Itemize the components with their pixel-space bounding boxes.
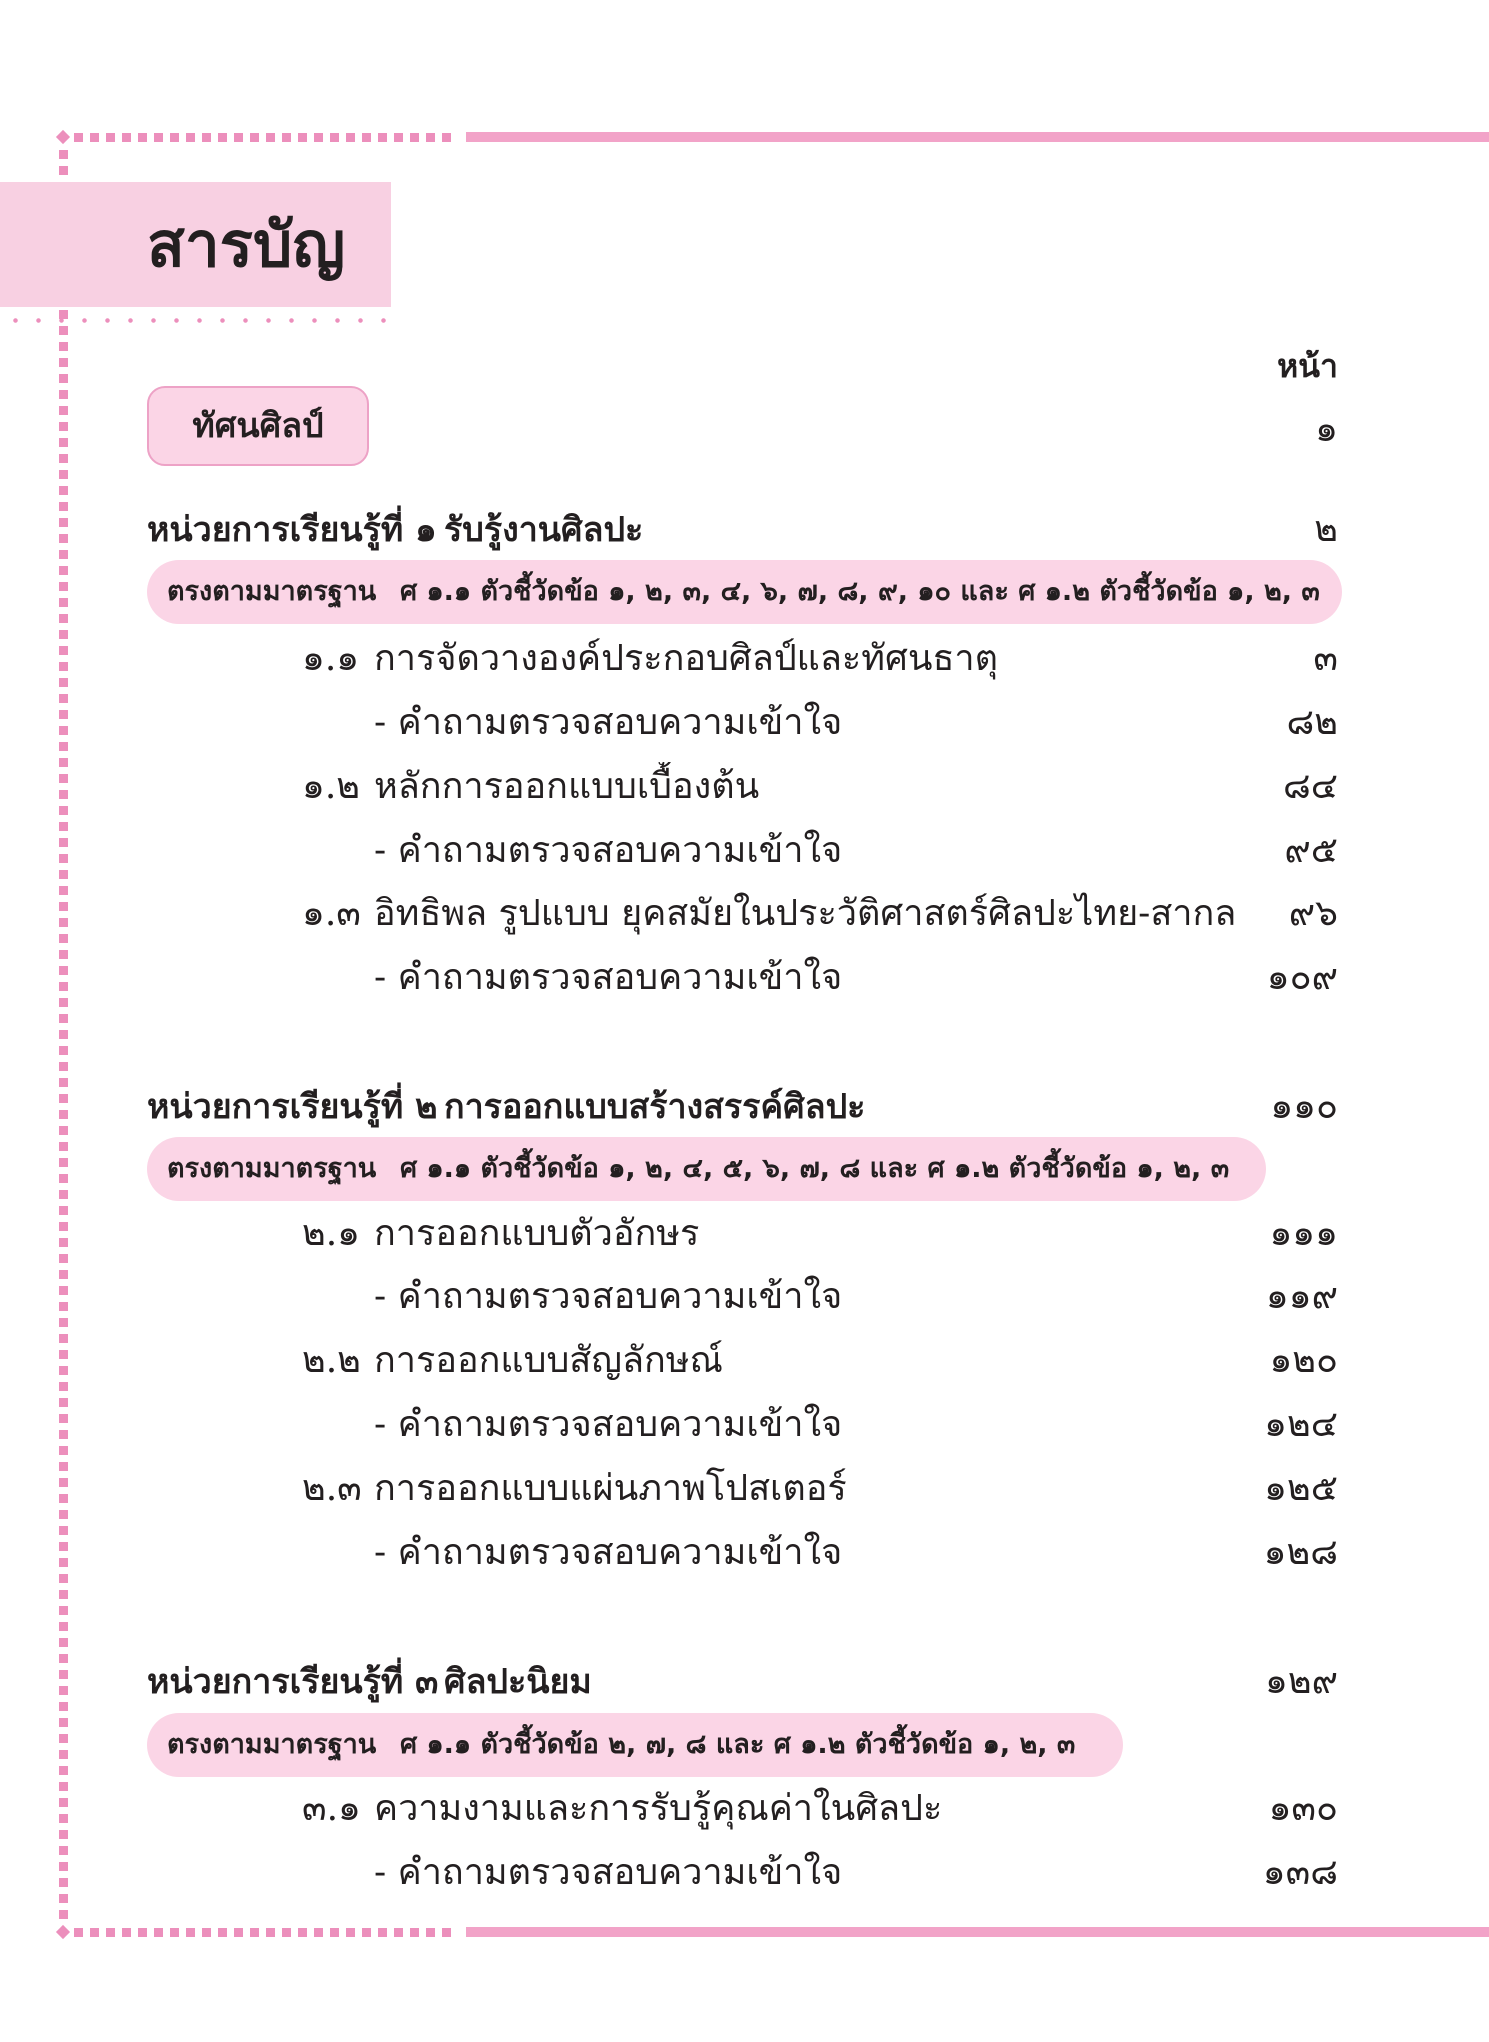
entry-page: ๙๕	[1284, 830, 1338, 871]
standard-badge	[147, 560, 1342, 624]
entry-page: ๑๑๑	[1269, 1213, 1338, 1254]
entry-title: การจัดวางองค์ประกอบศิลป์และทัศนธาตุ	[374, 638, 999, 679]
top-solid-border	[466, 132, 1489, 142]
title-dotted-underline	[4, 318, 391, 323]
entry-title: การออกแบบแผ่นภาพโปสเตอร์	[374, 1468, 847, 1509]
entry-number: ๒.๓	[302, 1468, 362, 1509]
unit-label: หน่วยการเรียนรู้ที่ ๑	[147, 510, 437, 550]
entry-title: - คำถามตรวจสอบความเข้าใจ	[374, 957, 843, 998]
standard-text: ศ ๑.๑ ตัวชี้วัดข้อ ๑, ๒, ๔, ๕, ๖, ๗, ๘ และ ศ ๑.๒ ตัวชี้วัดข้อ ๑, ๒, ๓	[400, 1153, 1230, 1184]
top-dotted-border	[74, 133, 458, 142]
standard-badge	[147, 1137, 1266, 1201]
toc-subentry	[0, 1400, 1489, 1450]
entry-page: ๑๑๙	[1265, 1276, 1338, 1317]
unit-page: ๒	[1314, 509, 1338, 550]
standard-label: ตรงตามมาตรฐาน	[167, 576, 377, 607]
entry-page: ๓	[1313, 638, 1338, 679]
entry-page: ๑๒๐	[1269, 1340, 1338, 1381]
entry-page: ๘๒	[1286, 702, 1338, 743]
page-column-header: หน้า	[1277, 347, 1338, 385]
entry-number: ๑.๓	[302, 893, 361, 934]
toc-entry	[0, 634, 1489, 684]
unit-heading	[0, 505, 1489, 555]
top-corner-diamond	[56, 130, 70, 144]
toc-entry	[0, 1336, 1489, 1386]
unit-heading	[0, 1657, 1489, 1707]
entry-title: - คำถามตรวจสอบความเข้าใจ	[374, 702, 843, 743]
entry-title: - คำถามตรวจสอบความเข้าใจ	[374, 1852, 843, 1893]
entry-page: ๑๐๙	[1266, 957, 1338, 998]
entry-title: - คำถามตรวจสอบความเข้าใจ	[374, 830, 843, 871]
toc-subentry	[0, 698, 1489, 748]
toc-subentry	[0, 826, 1489, 876]
standard-text: ศ ๑.๑ ตัวชี้วัดข้อ ๒, ๗, ๘ และ ศ ๑.๒ ตัวชี้วัดข้อ ๑, ๒, ๓	[400, 1729, 1076, 1760]
entry-page: ๑๒๔	[1264, 1404, 1338, 1445]
standard-text: ศ ๑.๑ ตัวชี้วัดข้อ ๑, ๒, ๓, ๔, ๖, ๗, ๘, ๙, ๑๐ และ ศ ๑.๒ ตัวชี้วัดข้อ ๑, ๒, ๓	[400, 576, 1320, 607]
unit-title: ศิลปะนิยม	[444, 1662, 592, 1702]
entry-number: ๒.๒	[302, 1340, 361, 1381]
entry-number: ๑.๑	[302, 638, 360, 679]
standard-label: ตรงตามมาตรฐาน	[167, 1153, 377, 1184]
bottom-corner-diamond	[56, 1925, 70, 1939]
unit-title: รับรู้งานศิลปะ	[444, 510, 644, 550]
unit-heading	[0, 1082, 1489, 1132]
toc-entry	[0, 762, 1489, 812]
entry-number: ๒.๑	[302, 1213, 361, 1254]
entry-title: หลักการออกแบบเบื้องต้น	[374, 766, 760, 807]
entry-page: ๑๒๘	[1263, 1532, 1338, 1573]
entry-title: การออกแบบสัญลักษณ์	[374, 1340, 723, 1381]
entry-number: ๑.๒	[302, 766, 361, 807]
entry-title: ความงามและการรับรู้คุณค่าในศิลปะ	[374, 1788, 943, 1829]
page-column-header-row	[0, 341, 1489, 391]
entry-number: ๓.๑	[302, 1788, 361, 1829]
entry-title: การออกแบบตัวอักษร	[374, 1213, 700, 1254]
entry-page: ๑๓๐	[1268, 1788, 1338, 1829]
entry-title: - คำถามตรวจสอบความเข้าใจ	[374, 1532, 843, 1573]
unit-label: หน่วยการเรียนรู้ที่ ๓	[147, 1662, 439, 1702]
unit-page: ๑๒๙	[1265, 1661, 1338, 1702]
standard-label: ตรงตามมาตรฐาน	[167, 1729, 377, 1760]
entry-title: - คำถามตรวจสอบความเข้าใจ	[374, 1276, 843, 1317]
section-row	[0, 405, 1489, 455]
toc-entry	[0, 1209, 1489, 1259]
title-box	[0, 182, 391, 307]
toc-entry	[0, 1784, 1489, 1834]
toc-entry	[0, 1464, 1489, 1514]
bottom-solid-border	[466, 1927, 1489, 1937]
bottom-dotted-border	[74, 1928, 458, 1937]
entry-page: ๑๒๕	[1264, 1468, 1338, 1509]
toc-subentry	[0, 1528, 1489, 1578]
toc-subentry	[0, 1272, 1489, 1322]
toc-subentry	[0, 1848, 1489, 1898]
entry-title: - คำถามตรวจสอบความเข้าใจ	[374, 1404, 843, 1445]
toc-subentry	[0, 953, 1489, 1003]
entry-page: ๙๖	[1288, 893, 1338, 934]
entry-page: ๘๔	[1282, 766, 1338, 807]
unit-label: หน่วยการเรียนรู้ที่ ๒	[147, 1087, 438, 1127]
toc-entry	[0, 889, 1489, 939]
section-page: ๑	[1315, 409, 1338, 450]
entry-title: อิทธิพล รูปแบบ ยุคสมัยในประวัติศาสตร์ศิลปะไทย-สากล	[374, 893, 1237, 934]
entry-page: ๑๓๘	[1262, 1852, 1338, 1893]
page-title: สารบัญ	[147, 208, 346, 281]
section-badge: ทัศนศิลป์	[147, 386, 369, 466]
standard-badge	[147, 1713, 1123, 1777]
unit-title: การออกแบบสร้างสรรค์ศิลปะ	[444, 1087, 866, 1127]
unit-page: ๑๑๐	[1270, 1086, 1338, 1127]
